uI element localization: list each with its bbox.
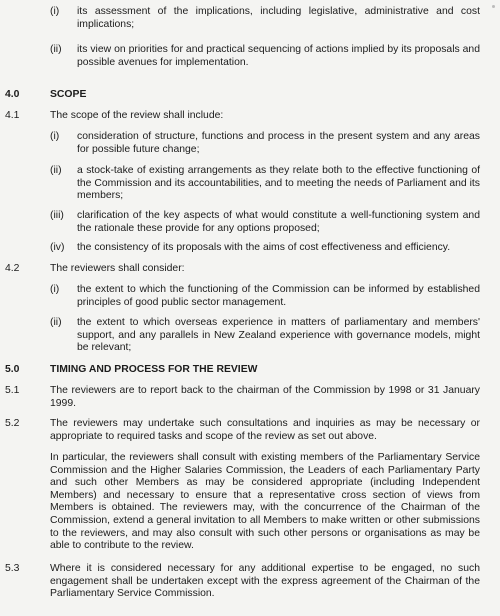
section-number: 5.0 [5, 364, 20, 375]
item-numeral: (i) [50, 284, 60, 295]
section-title: TIMING AND PROCESS FOR THE REVIEW [50, 364, 258, 375]
section-title: SCOPE [50, 89, 87, 100]
clause-number: 4.1 [5, 110, 20, 121]
item-text: the extent to which the functioning of the Commission can be informed by established principles of good public sector management. [77, 284, 480, 308]
item-text: clarification of the key aspects of what would constitute a well-functioning system and the rationale these provide for any options proposed; [77, 210, 480, 234]
item-text: consideration of structure, functions and process in the present system and any areas for possible future change; [77, 131, 480, 155]
clause-text: The reviewers may undertake such consultations and inquiries as may be necessary or appropriate to required tasks and scope of the review as set out above. [50, 418, 480, 442]
item-numeral: (ii) [50, 44, 62, 55]
scan-speck [492, 5, 495, 8]
item-numeral: (i) [50, 131, 60, 142]
item-text: its assessment of the implications, including legislative, administrative and cost implications; [77, 6, 480, 30]
clause-text: Where it is considered necessary for any additional expertise to be engaged, no such engagement shall be undertaken except with the express agreement of the Chairman of the Parliamentary Service Commission. [50, 563, 480, 600]
clause-text: In particular, the reviewers shall consult with existing members of the Parliamentary Service Commission and the Higher Salaries Commission, the Leaders of each Parliamentary Party and such other Members as may be considered appropriate (including Independent Members) and necessary to ensure that a representative cross section of views from Members is obtained. The reviewers may, with the concurrence of the Chairman of the Commission, extend a general invitation to all Members to make written or other submissions to the reviewers, and may also consult with such other persons or organisations as may be able to contribute to the review. [50, 452, 480, 552]
item-text: its view on priorities for and practical sequencing of actions implied by its proposals and possible avenues for implementation. [77, 44, 480, 68]
item-numeral: (ii) [50, 165, 62, 176]
item-numeral: (i) [50, 6, 60, 17]
item-numeral: (iv) [50, 242, 65, 253]
clause-number: 5.1 [5, 385, 20, 396]
clause-number: 5.2 [5, 418, 20, 429]
item-numeral: (iii) [50, 210, 64, 221]
item-text: the extent to which overseas experience in matters of parliamentary and members' support, and any parallels in New Zealand experience with governance models, might be relevant; [77, 317, 480, 354]
item-text: a stock-take of existing arrangements as they relate both to the effective functioning of the Commission and its accountabilities, and to meeting the needs of Parliament and its members; [77, 165, 480, 202]
section-number: 4.0 [5, 89, 20, 100]
clause-number: 5.3 [5, 563, 20, 574]
item-text: the consistency of its proposals with the aims of cost effectiveness and efficiency. [77, 242, 451, 253]
item-numeral: (ii) [50, 317, 62, 328]
clause-number: 4.2 [5, 263, 20, 274]
clause-text: The scope of the review shall include: [50, 110, 224, 121]
clause-text: The reviewers are to report back to the chairman of the Commission by 1998 or 31 January 1999. [50, 385, 480, 409]
clause-text: The reviewers shall consider: [50, 263, 185, 274]
